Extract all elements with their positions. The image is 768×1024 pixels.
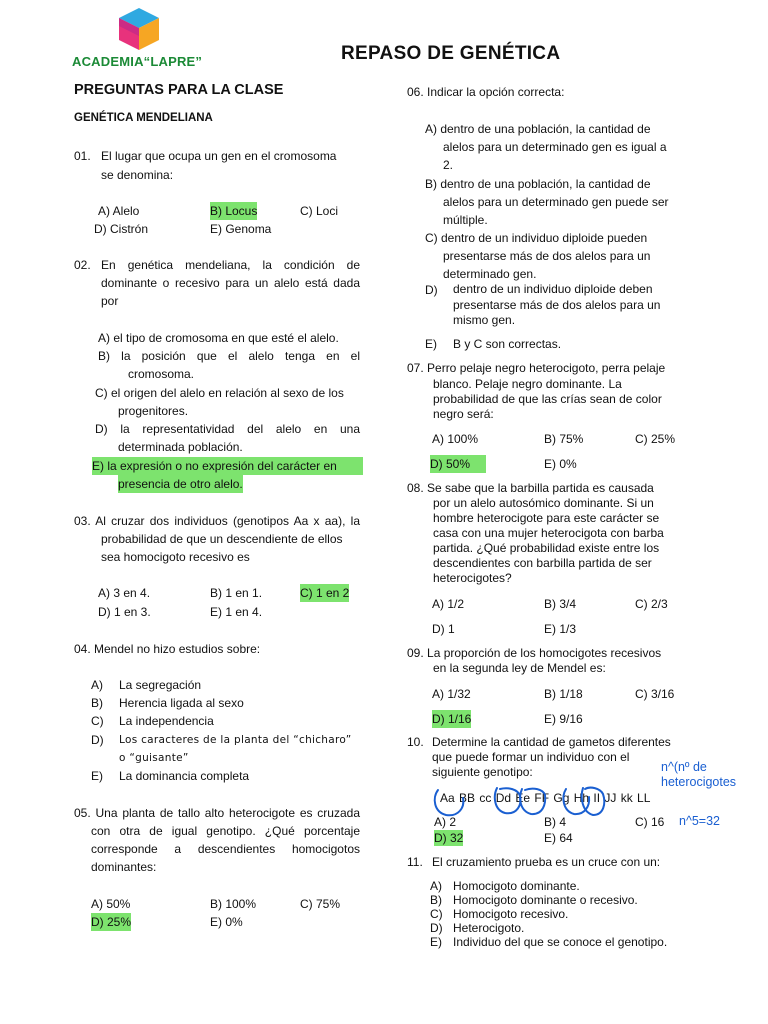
option-c-highlighted: C) 1 en 2 xyxy=(300,586,350,600)
option-a-cont: 2. xyxy=(443,158,454,172)
option-a: A) 1/2 xyxy=(432,597,465,611)
option-c: C) dentro de un individuo diploide pueden xyxy=(425,231,648,245)
handwritten-note: n^(nº de xyxy=(661,760,707,774)
option-e: E) 1/3 xyxy=(544,622,577,636)
option-e: E) 0% xyxy=(210,915,243,929)
option-d: Heterocigoto. xyxy=(453,921,525,935)
option-b: B) 75% xyxy=(544,432,584,446)
option-a: La segregación xyxy=(119,678,202,692)
question-text: probabilidad de que las crías sean de color xyxy=(433,392,662,406)
option-c: C) 25% xyxy=(635,432,676,446)
option-c: La independencia xyxy=(119,714,214,728)
subsection-title: GENÉTICA MENDELIANA xyxy=(74,112,213,124)
question-text: dominantes: xyxy=(91,860,157,874)
option-d-cont: presentarse más de dos alelos para un xyxy=(453,298,661,312)
academy-logo xyxy=(72,4,217,70)
option-b: Homocigoto dominante o recesivo. xyxy=(453,893,638,907)
question-text: siguiente genotipo: xyxy=(432,765,533,779)
option-d-label: D) xyxy=(430,921,443,935)
option-c-label: C) xyxy=(91,714,104,728)
option-e: E) 64 xyxy=(544,831,573,845)
logo-lapre: “LAPRE” xyxy=(143,54,203,69)
option-a-label: A) xyxy=(91,678,103,692)
handwritten-note: heterocigotes xyxy=(661,775,737,789)
option-e-label: E) xyxy=(430,935,442,949)
logo-wordmark xyxy=(72,54,202,69)
option-b: B) 4 xyxy=(544,815,567,829)
option-c: C) el origen del alelo en relación al sexo de los xyxy=(95,386,344,400)
option-c: C) 75% xyxy=(300,897,341,911)
option-e: B y C son correctas. xyxy=(453,337,562,351)
option-b: B) la posición que el alelo tenga en el xyxy=(98,349,360,363)
option-b: B) 100% xyxy=(210,897,257,911)
option-b-cont: alelos para un determinado gen puede ser xyxy=(443,195,669,209)
option-a: Homocigoto dominante. xyxy=(453,879,580,893)
question-text: partida. ¿Qué probabilidad existe entre los xyxy=(433,541,660,555)
question-number: 02. xyxy=(74,258,91,272)
option-d-highlighted: D) 32 xyxy=(434,831,464,845)
option-b: B) dentro de una población, la cantidad de xyxy=(425,177,651,191)
cube-logo-icon xyxy=(116,6,162,52)
question-text: que puede formar un individuo con el xyxy=(432,750,630,764)
option-d-cont: mismo gen. xyxy=(453,313,516,327)
option-a: A) dentro de una población, la cantidad de xyxy=(425,122,651,136)
option-b: B) 3/4 xyxy=(544,597,577,611)
option-b-highlighted: B) Locus xyxy=(210,204,258,218)
option-b-label: B) xyxy=(91,696,103,710)
option-a: A) 50% xyxy=(91,897,131,911)
question-text: blanco. Pelaje negro dominante. La xyxy=(433,377,622,391)
option-d-cont: determinada población. xyxy=(118,440,243,454)
question-text: corresponde a descendientes homocigotos xyxy=(91,842,360,856)
question-text: Determine la cantidad de gametos diferentes xyxy=(432,735,671,749)
question-text: El cruzamiento prueba es un cruce con un: xyxy=(432,855,661,869)
option-a: A) Alelo xyxy=(98,204,140,218)
option-d-cont: o “guisante” xyxy=(119,752,189,764)
question-text: en la segunda ley de Mendel es: xyxy=(433,661,606,675)
option-a: A) el tipo de cromosoma en que esté el alelo. xyxy=(98,331,339,345)
page-title: REPASO DE GENÉTICA xyxy=(341,43,561,64)
genotype: Aa BB cc Dd Ee FF Gg Hh II JJ kk LL xyxy=(440,791,651,805)
handwritten-note: n^5=32 xyxy=(679,814,720,828)
option-b: B) 1/18 xyxy=(544,687,583,701)
option-b-cont: múltiple. xyxy=(443,213,488,227)
question-text: hombre heterocigote para este carácter se xyxy=(433,511,660,525)
question-number: 01. xyxy=(74,149,91,163)
option-c: C) 2/3 xyxy=(635,597,668,611)
option-c: C) 16 xyxy=(635,815,665,829)
logo-academia: ACADEMIA xyxy=(72,54,144,69)
question-text: 07. Perro pelaje negro heterocigoto, perra pelaje xyxy=(407,361,666,375)
question-text: descendientes con barbilla partida de ser xyxy=(433,556,652,570)
question-text: por xyxy=(101,294,119,308)
option-a-label: A) xyxy=(430,879,442,893)
question-text: con otra de igual genotipo. ¿Qué porcentaje xyxy=(91,824,360,838)
option-a-cont: alelos para un determinado gen es igual a xyxy=(443,140,667,154)
option-c: C) 3/16 xyxy=(635,687,675,701)
option-c-cont: presentarse más de dos alelos para un xyxy=(443,249,651,263)
option-a: A) 100% xyxy=(432,432,479,446)
option-b: B) 1 en 1. xyxy=(210,586,263,600)
question-number: 11. xyxy=(407,855,423,869)
question-text: 08. Se sabe que la barbilla partida es causada xyxy=(407,481,654,495)
option-e: E) Genoma xyxy=(210,222,272,236)
question-text: 09. La proporción de los homocigotes recesivos xyxy=(407,646,662,660)
question-text: negro será: xyxy=(433,407,494,421)
option-d: D) 1 en 3. xyxy=(98,605,151,619)
option-e-label: E) xyxy=(91,769,103,783)
section-title: PREGUNTAS PARA LA CLASE xyxy=(74,82,284,98)
option-d-highlighted: D) 25% xyxy=(91,915,132,929)
option-d: D) Cistrón xyxy=(94,222,149,236)
option-c-label: C) xyxy=(430,907,443,921)
option-d-highlighted: D) 50% xyxy=(430,455,486,473)
question-text: casa con una mujer heterocigota con barba xyxy=(433,526,664,540)
question-text: 06. Indicar la opción correcta: xyxy=(407,85,565,99)
option-d: dentro de un individuo diploide deben xyxy=(453,282,653,296)
option-d-label: D) xyxy=(91,733,104,747)
question-text: se denomina: xyxy=(101,168,174,182)
option-b-cont: cromosoma. xyxy=(128,367,195,381)
option-d: D) 1 xyxy=(432,622,455,636)
question-text: 03. Al cruzar dos individuos (genotipos Aa x aa), la xyxy=(74,514,360,528)
question-text: heterocigotes? xyxy=(433,571,512,585)
option-c: Homocigoto recesivo. xyxy=(453,907,569,921)
question-number: 10. xyxy=(407,735,424,749)
question-text: 04. Mendel no hizo estudios sobre: xyxy=(74,642,261,656)
option-b-label: B) xyxy=(430,893,442,907)
option-e: Individuo del que se conoce el genotipo. xyxy=(453,935,668,949)
question-text: 05. Una planta de tallo alto heterocigote es cruzada xyxy=(74,806,360,820)
option-e-cont-highlighted: presencia de otro alelo. xyxy=(118,477,243,491)
option-d-label: D) xyxy=(425,283,438,297)
question-text: En genética mendeliana, la condición de xyxy=(101,258,360,272)
option-c-cont: determinado gen. xyxy=(443,267,537,281)
question-text: por un alelo autosómico dominante. Si un xyxy=(433,496,654,510)
option-d: D) la representatividad del alelo en una xyxy=(95,422,360,436)
question-text: sea homocigoto recesivo es xyxy=(101,550,250,564)
option-e-highlighted: E) la expresión o no expresión del carácter en xyxy=(92,457,363,475)
option-e: La dominancia completa xyxy=(119,769,250,783)
option-e: E) 0% xyxy=(544,457,577,471)
question-text: dominante o recesivo para un alelo está dada xyxy=(101,276,360,290)
option-a: A) 3 en 4. xyxy=(98,586,151,600)
option-c: C) Loci xyxy=(300,204,339,218)
option-e-label: E) xyxy=(425,337,437,351)
option-d-highlighted: D) 1/16 xyxy=(432,712,472,726)
option-d: Los caracteres de la planta del “chicharo” xyxy=(119,734,352,746)
option-e: E) 1 en 4. xyxy=(210,605,263,619)
question-text: probabilidad de que un descendiente de ellos xyxy=(101,532,343,546)
option-e: E) 9/16 xyxy=(544,712,583,726)
option-c-cont: progenitores. xyxy=(118,404,189,418)
option-a: A) 2 xyxy=(434,815,457,829)
question-text: El lugar que ocupa un gen en el cromosoma xyxy=(101,149,337,163)
option-b: Herencia ligada al sexo xyxy=(119,696,244,710)
option-a: A) 1/32 xyxy=(432,687,471,701)
